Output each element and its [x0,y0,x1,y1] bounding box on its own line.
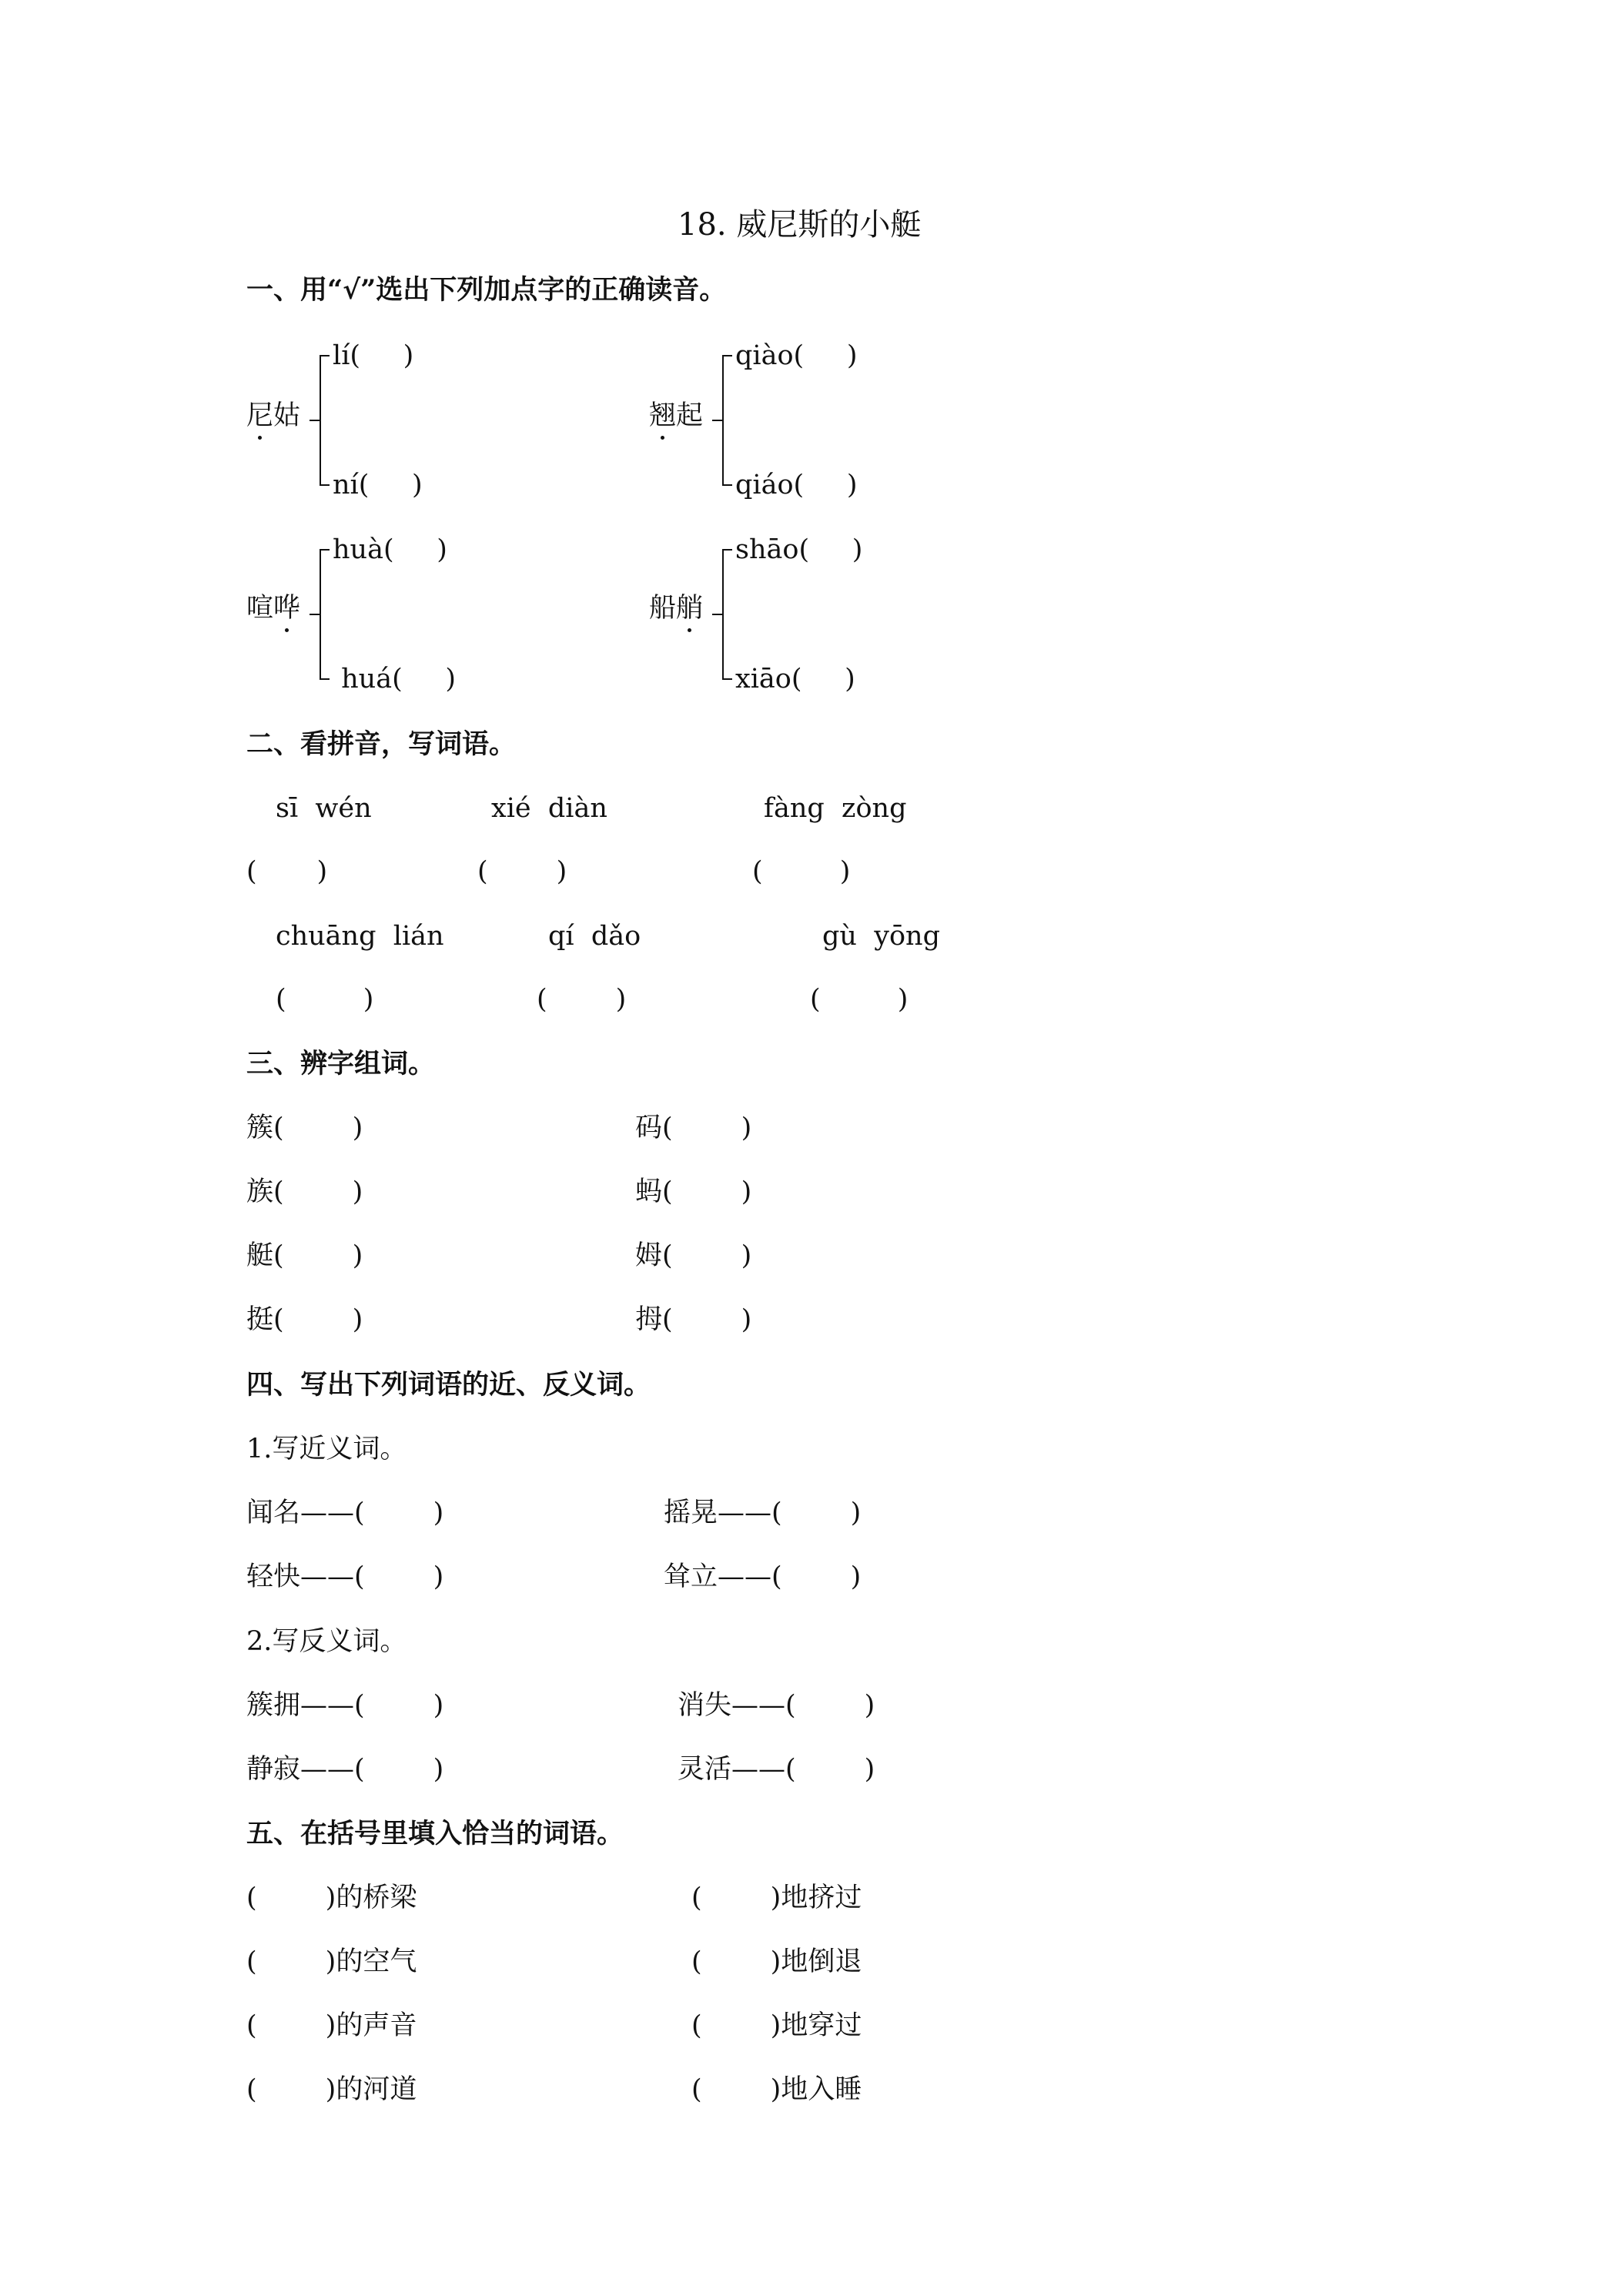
brace-1 [306,339,334,502]
subheading-antonyms: 2.写反义词。 [246,1626,407,1657]
word-chuanshao: 船艄 [649,593,704,624]
section-5-heading: 五、在括号里填入恰当的词语。 [246,1818,624,1849]
word-qiaoqi: 翘起 [649,400,704,431]
fill-item[interactable]: ( )地入睡 [691,2074,862,2105]
word-item[interactable]: 挺( ) [246,1304,363,1335]
pinyin-siwen: sī wén [276,793,372,824]
word-item[interactable]: 蚂( ) [635,1176,752,1207]
brace-2 [709,339,737,502]
fill-item[interactable]: ( )的河道 [246,2074,417,2105]
option-xiao: xiāo( ) [735,664,855,694]
antonym-item[interactable]: 灵活——( ) [678,1754,875,1785]
answer-blank[interactable]: ( ) [276,984,374,1015]
word-item[interactable]: 簇( ) [246,1113,363,1143]
antonym-item[interactable]: 消失——( ) [678,1690,875,1721]
synonym-item[interactable]: 轻快——( ) [246,1561,444,1592]
section-4-heading: 四、写出下列词语的近、反义词。 [246,1369,651,1401]
section-3-heading: 三、辨字组词。 [246,1048,436,1079]
fill-item[interactable]: ( )的桥梁 [246,1883,417,1913]
option-hua2: huá( ) [333,664,457,694]
option-qiao2: qiáo( ) [735,470,858,500]
fill-item[interactable]: ( )地穿过 [691,2010,862,2041]
answer-blank[interactable]: ( ) [537,984,627,1015]
word-item[interactable]: 族( ) [246,1176,363,1207]
pinyin-chuanglian: chuāng lián [276,921,444,952]
option-hua4: huà( ) [333,534,447,565]
option-shao: shāo( ) [735,534,863,565]
antonym-item[interactable]: 静寂——( ) [246,1754,444,1785]
option-qiao4: qiào( ) [735,340,858,371]
section-1-heading: 一、用“√”选出下列加点字的正确读音。 [246,274,727,306]
word-xuanhua: 喧哗 [246,593,301,624]
option-li: lí( ) [333,340,414,371]
fill-item[interactable]: ( )的空气 [246,1946,417,1977]
fill-item[interactable]: ( )地倒退 [691,1946,862,1977]
answer-blank[interactable]: ( ) [810,984,909,1015]
pinyin-qidao: qí dǎo [548,921,641,952]
synonym-item[interactable]: 闻名——( ) [246,1498,444,1528]
word-nigu: 尼姑 [246,400,301,431]
antonym-item[interactable]: 簇拥——( ) [246,1690,444,1721]
synonym-item[interactable]: 摇晃——( ) [664,1498,862,1528]
brace-4 [709,533,737,696]
subheading-synonyms: 1.写近义词。 [246,1434,407,1464]
word-item[interactable]: 拇( ) [635,1304,752,1335]
word-item[interactable]: 艇( ) [246,1240,363,1271]
answer-blank[interactable]: ( ) [752,856,851,887]
fill-item[interactable]: ( )地挤过 [691,1883,862,1913]
fill-item[interactable]: ( )的声音 [246,2010,417,2041]
section-2-heading: 二、看拼音，写词语。 [246,728,517,760]
option-ni: ní( ) [333,470,423,500]
synonym-item[interactable]: 耸立——( ) [664,1561,862,1592]
answer-blank[interactable]: ( ) [477,856,567,887]
pinyin-guyong: gù yōng [822,921,940,952]
brace-3 [306,533,334,696]
pinyin-fangzong: fàng zòng [764,793,907,824]
word-item[interactable]: 姆( ) [635,1240,752,1271]
word-item[interactable]: 码( ) [635,1113,752,1143]
page-title: 18. 威尼斯的小艇 [678,207,922,243]
answer-blank[interactable]: ( ) [246,856,328,887]
pinyin-xiedian: xié diàn [491,793,607,824]
